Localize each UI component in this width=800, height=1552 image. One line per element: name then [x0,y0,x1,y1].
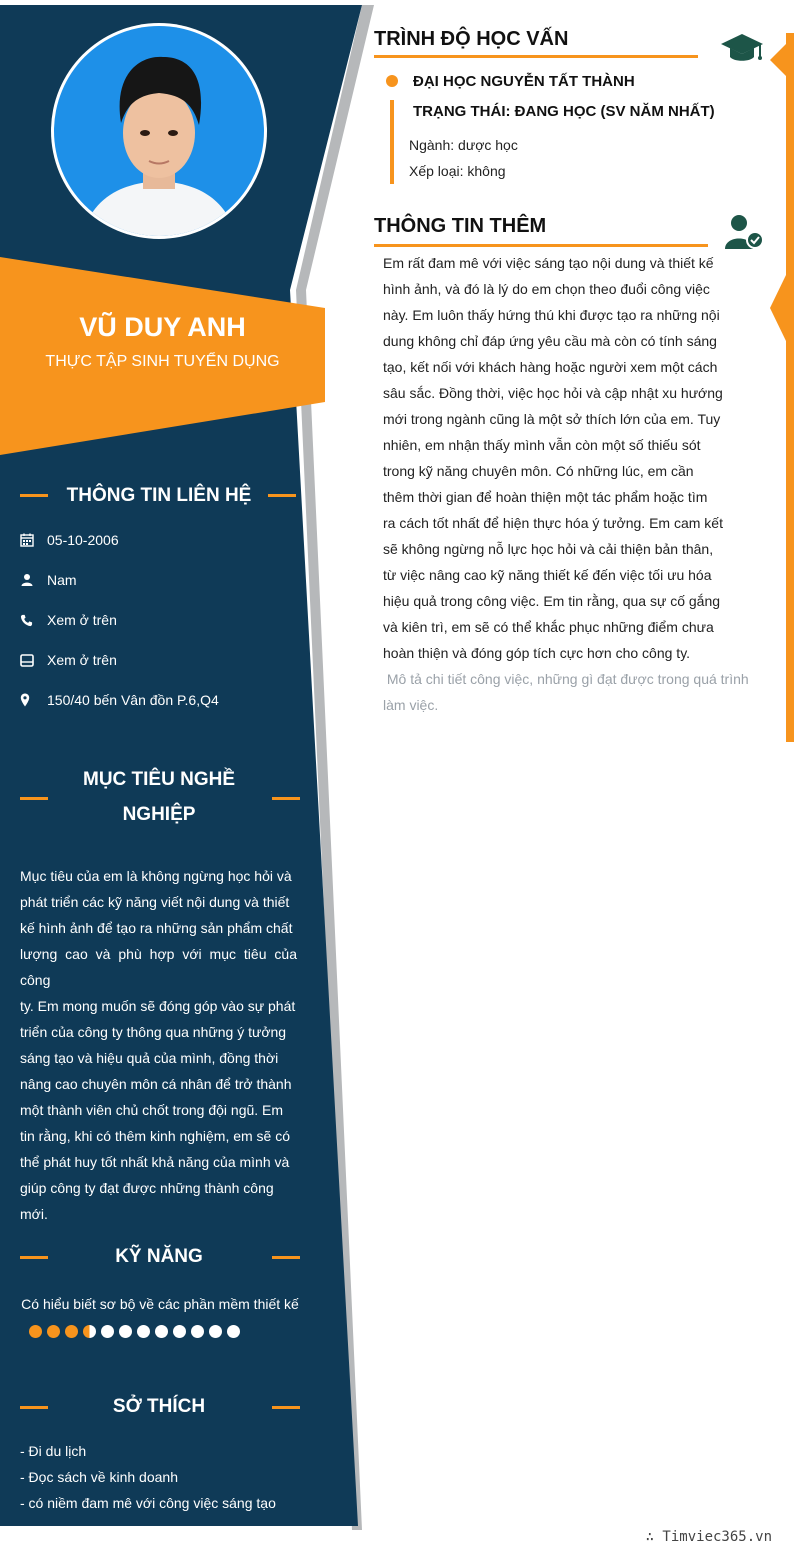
skill-name: Có hiểu biết sơ bộ về các phần mềm thiết kế [21,1296,299,1312]
rating-dot [29,1325,42,1338]
rating-dot [209,1325,222,1338]
objective-line: ty. Em mong muốn sẽ đóng góp vào sự phát [20,998,296,1014]
about-line: mới trong ngành cũng là một sở thích lớn của em. Tuy [383,411,721,427]
about-underline [374,244,708,247]
education-grade: Xếp loại: không [409,163,506,179]
rating-dot [173,1325,186,1338]
objective-line: triển của công ty thông qua những ý tưởng [20,1024,287,1040]
contact-text: 05-10-2006 [47,532,119,548]
right-accent-notch-top [770,44,786,76]
objective-line: kế hình ảnh để tạo ra những sản phẩm chất [20,920,293,936]
rating-dot [137,1325,150,1338]
objective-line: sáng tạo và hiệu quả của mình, đồng thời [20,1050,279,1066]
avatar-portrait [51,23,267,239]
contact-item-gender [20,570,77,590]
about-line: hình ảnh, và đó là lý do em chọn theo đuổi công việc [383,281,710,297]
objective-text [20,863,297,1227]
section-dash-left [20,1256,48,1259]
contact-text: 150/40 bến Vân đồn P.6,Q4 [47,692,219,708]
education-school: ĐẠI HỌC NGUYỄN TẤT THÀNH [413,73,635,90]
section-dash-right [272,797,300,800]
profile-role: THỰC TẬP SINH TUYỂN DỤNG [45,353,280,370]
about-text [383,250,751,666]
objective-line: Mục tiêu của em là không ngừng học hỏi và [20,868,292,884]
objective-line: giúp công ty đạt được những thành công [20,1180,274,1196]
skill-rating [29,1325,240,1338]
education-status: TRẠNG THÁI: ĐANG HỌC (SV NĂM NHẤT) [413,103,715,120]
about-line: sẽ không ngừng nỗ lực học hỏi và cải thiện bản thân, [383,541,714,557]
avatar [51,23,267,239]
about-title: THÔNG TIN THÊM [374,215,547,237]
contact-item-address [20,690,219,710]
about-placeholder [383,666,763,718]
rating-dot [191,1325,204,1338]
timeline-bullet [386,75,398,87]
location-pin-icon [20,693,47,707]
about-line: hoàn thiện và đóng góp tích cực hơn cho công ty. [383,645,691,661]
about-line: tạo, kết nối với khách hàng hoặc người xem một cách [383,359,718,375]
hobby-item: - Đi du lịch [20,1443,87,1459]
objective-title-line1: MỤC TIÊU NGHỀ [83,769,235,790]
objective-line: thể phát huy tốt nhất khả năng của mình và [20,1154,290,1170]
rating-dot [47,1325,60,1338]
about-line: này. Em luôn thấy hứng thú khi được tạo ra những nội [383,307,720,323]
skills-title: KỸ NĂNG [115,1246,203,1267]
rating-dot [101,1325,114,1338]
objective-title-line2: NGHIỆP [122,804,196,825]
user-icon [20,573,47,587]
objective-line: phát triển các kỹ năng viết nội dung và thiết [20,894,290,910]
rating-dot [155,1325,168,1338]
contact-text: Nam [47,572,77,588]
about-line: sâu sắc. Đồng thời, việc học hỏi và cập nhật xu hướng [383,385,723,401]
hobbies-title: SỞ THÍCH [112,1396,206,1417]
contact-item-email [20,650,117,670]
section-dash-right [268,494,296,497]
objective-line: mới. [20,1206,48,1222]
contact-title: THÔNG TIN LIÊN HỆ [66,485,252,506]
calendar-icon [20,533,47,547]
about-line: thêm thời gian để hoàn thiện một tác phẩm hoặc tìm [383,489,708,505]
section-dash-left [20,797,48,800]
about-line: nhiên, em nhận thấy mình vẫn còn một số thiếu sót [383,437,701,453]
contact-item-phone [20,610,117,630]
contact-text: Xem ở trên [47,652,117,668]
right-accent-notch-mid [770,275,786,341]
objective-line: lượng cao và phù hợp với mục tiêu của công [20,946,297,988]
about-line: từ việc nâng cao kỹ năng thiết kế đến việc tối ưu hóa [383,567,712,583]
brand-watermark[interactable]: ∴ Timviec365.vn [645,1529,772,1545]
rating-dot [119,1325,132,1338]
timeline-line [390,100,394,184]
education-major: Ngành: dược học [409,137,518,153]
phone-icon [20,614,47,627]
section-dash-right [272,1256,300,1259]
about-line: Em rất đam mê với việc sáng tạo nội dung và thiết kế [383,255,714,271]
section-dash-right [272,1406,300,1409]
about-line: hiệu quả trong công việc. Em tin rằng, qua sự cố gắng [383,593,721,609]
about-placeholder-line: Mô tả chi tiết công việc, những gì đạt được trong quá trình [383,671,749,687]
right-accent-bar [786,33,794,742]
objective-line: nâng cao chuyên môn cá nhân để trở thành [20,1076,292,1092]
graduation-cap-icon [720,32,764,69]
objective-line: một thành viên chủ chốt trong đội ngũ. Em [20,1102,284,1118]
about-line: trong kỹ năng chuyên môn. Có những lúc, em cần [383,463,694,479]
hobby-item: - Đọc sách về kinh doanh [20,1469,178,1485]
education-title: TRÌNH ĐỘ HỌC VẤN [374,28,569,50]
rating-dot [227,1325,240,1338]
contact-text: Xem ở trên [47,612,117,628]
education-underline [374,55,698,58]
contact-item-birthday [20,530,119,550]
profile-name: VŨ DUY ANH [79,312,246,342]
rating-dot [83,1325,96,1338]
email-icon [20,654,47,667]
about-line: dung không chỉ đáp ứng yêu cầu mà còn có tính sáng [383,333,717,349]
section-dash-left [20,494,48,497]
about-line: ra cách tốt nhất để hiện thực hóa ý tưởng. Em cam kết [383,515,723,531]
section-dash-left [20,1406,48,1409]
rating-dot [65,1325,78,1338]
objective-line: tin rằng, khi có thêm kinh nghiệm, em sẽ có [20,1128,291,1144]
hobby-item: - có niềm đam mê với công việc sáng tạo [20,1495,276,1511]
about-placeholder-line: làm việc. [383,697,439,713]
about-line: và kiên trì, em sẽ có thể khắc phục những điểm chưa [383,619,714,635]
